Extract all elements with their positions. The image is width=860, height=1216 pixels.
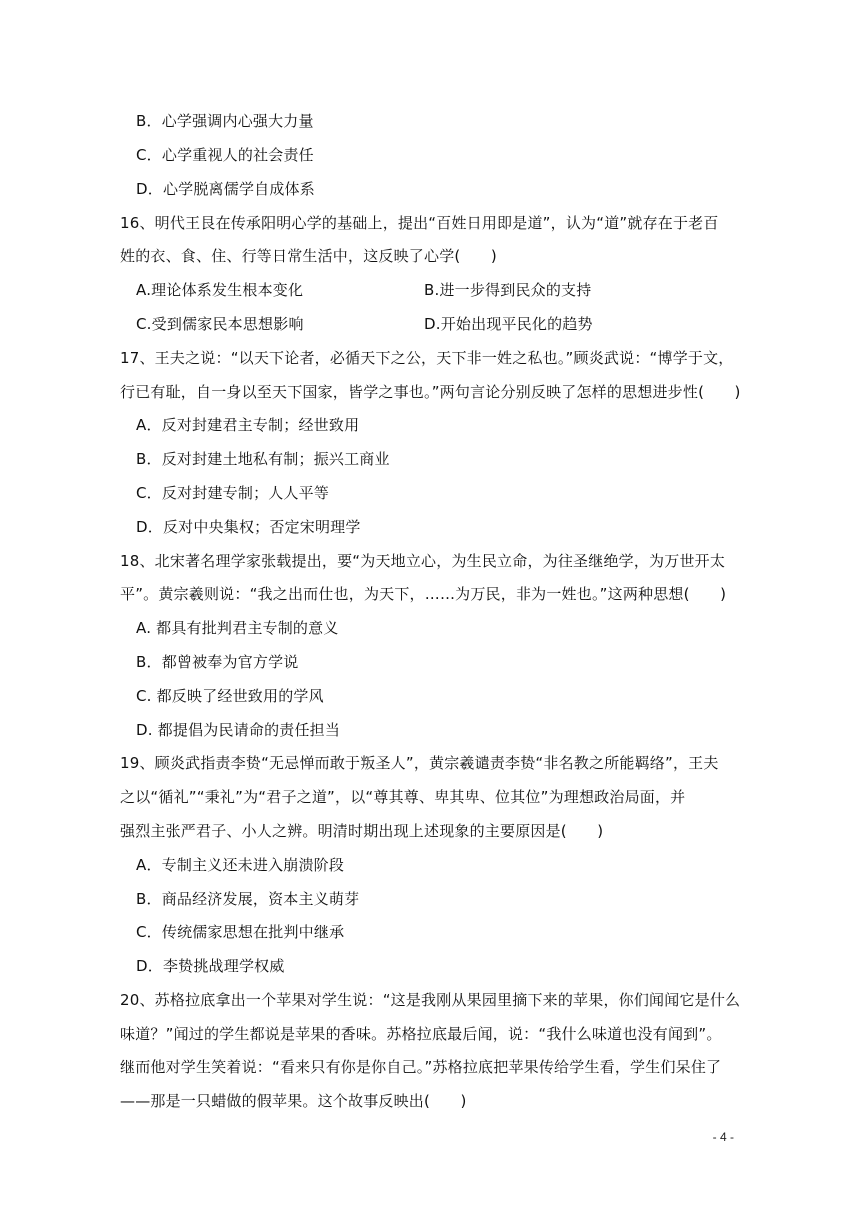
question-16-text-line-1: 16、明代王艮在传承阳明心学的基础上，提出“百姓日用即是道”，认为“道”就存在于老百 (120, 214, 719, 232)
question-17-text-line-2: 行已有耻，自一身以至天下国家，皆学之事也。”两句言论分别反映了怎样的思想进步性( ) (120, 383, 741, 401)
question-19-option-a: A．专制主义还未进入崩溃阶段 (136, 856, 345, 874)
question-19-text-line-3: 强烈主张严君子、小人之辨。明清时期出现上述现象的主要原因是( ) (120, 822, 604, 840)
question-19-option-c: C．传统儒家思想在批判中继承 (136, 923, 345, 941)
question-19-option-b: B．商品经济发展，资本主义萌芽 (136, 890, 360, 908)
option-d: D．心学脱离儒学自成体系 (136, 180, 315, 198)
question-19-option-d: D．李贽挑战理学权威 (136, 957, 285, 975)
question-18-option-c: C. 都反映了经世致用的学风 (136, 687, 324, 705)
option-c: C．心学重视人的社会责任 (136, 146, 314, 164)
question-18-option-d: D. 都提倡为民请命的责任担当 (136, 721, 341, 739)
question-17-option-a: A．反对封建君主专制；经世致用 (136, 416, 360, 434)
question-17-option-b: B．反对封建土地私有制；振兴工商业 (136, 450, 390, 468)
question-20-text-line-1: 20、苏格拉底拿出一个苹果对学生说：“这是我刚从果园里摘下来的苹果，你们闻闻它是什么 (120, 991, 741, 1009)
question-17-option-c: C．反对封建专制；人人平等 (136, 484, 330, 502)
question-18-option-b: B．都曾被奉为官方学说 (136, 653, 299, 671)
question-19-text-line-2: 之以“循礼”“秉礼”为“君子之道”，以“尊其尊、卑其卑、位其位”为理想政治局面，并 (120, 788, 686, 806)
question-16-option-c: C.受到儒家民本思想影响 (136, 315, 304, 333)
option-b: B．心学强调内心强大力量 (136, 112, 314, 130)
page-number: - 4 - (712, 1130, 734, 1144)
question-16-option-b: B.进一步得到民众的支持 (424, 281, 592, 299)
question-20-text-line-2: 味道？”闻过的学生都说是苹果的香味。苏格拉底最后闻，说：“我什么味道也没有闻到”。 (120, 1025, 722, 1043)
question-17-text-line-1: 17、王夫之说：“以天下论者，必循天下之公，天下非一姓之私也。”顾炎武说：“博学于文， (120, 349, 734, 367)
question-18-text-line-1: 18、北宋著名理学家张载提出，要“为天地立心，为生民立命，为往圣继绝学，为万世开太 (120, 552, 726, 570)
question-16-option-d: D.开始出现平民化的趋势 (424, 315, 593, 333)
question-20-text-line-4: ——那是一只蜡做的假苹果。这个故事反映出( ) (120, 1092, 467, 1110)
question-19-text-line-1: 19、顾炎武指责李贽“无忌惮而敢于叛圣人”，黄宗羲谴责李贽“非名教之所能羁络”，王夫 (120, 754, 719, 772)
question-18-option-a: A. 都具有批判君主专制的意义 (136, 619, 339, 637)
question-17-option-d: D．反对中央集权；否定宋明理学 (136, 518, 361, 536)
question-16-text-line-2: 姓的衣、食、住、行等日常生活中，这反映了心学( ) (120, 247, 497, 265)
question-16-option-a: A.理论体系发生根本变化 (136, 281, 304, 299)
question-20-text-line-3: 继而他对学生笑着说：“看来只有你是你自己。”苏格拉底把苹果传给学生看，学生们呆住了 (120, 1058, 722, 1076)
question-18-text-line-2: 平”。黄宗羲则说：“我之出而仕也，为天下，……为万民，非为一姓也。”这两种思想( ) (120, 585, 727, 603)
